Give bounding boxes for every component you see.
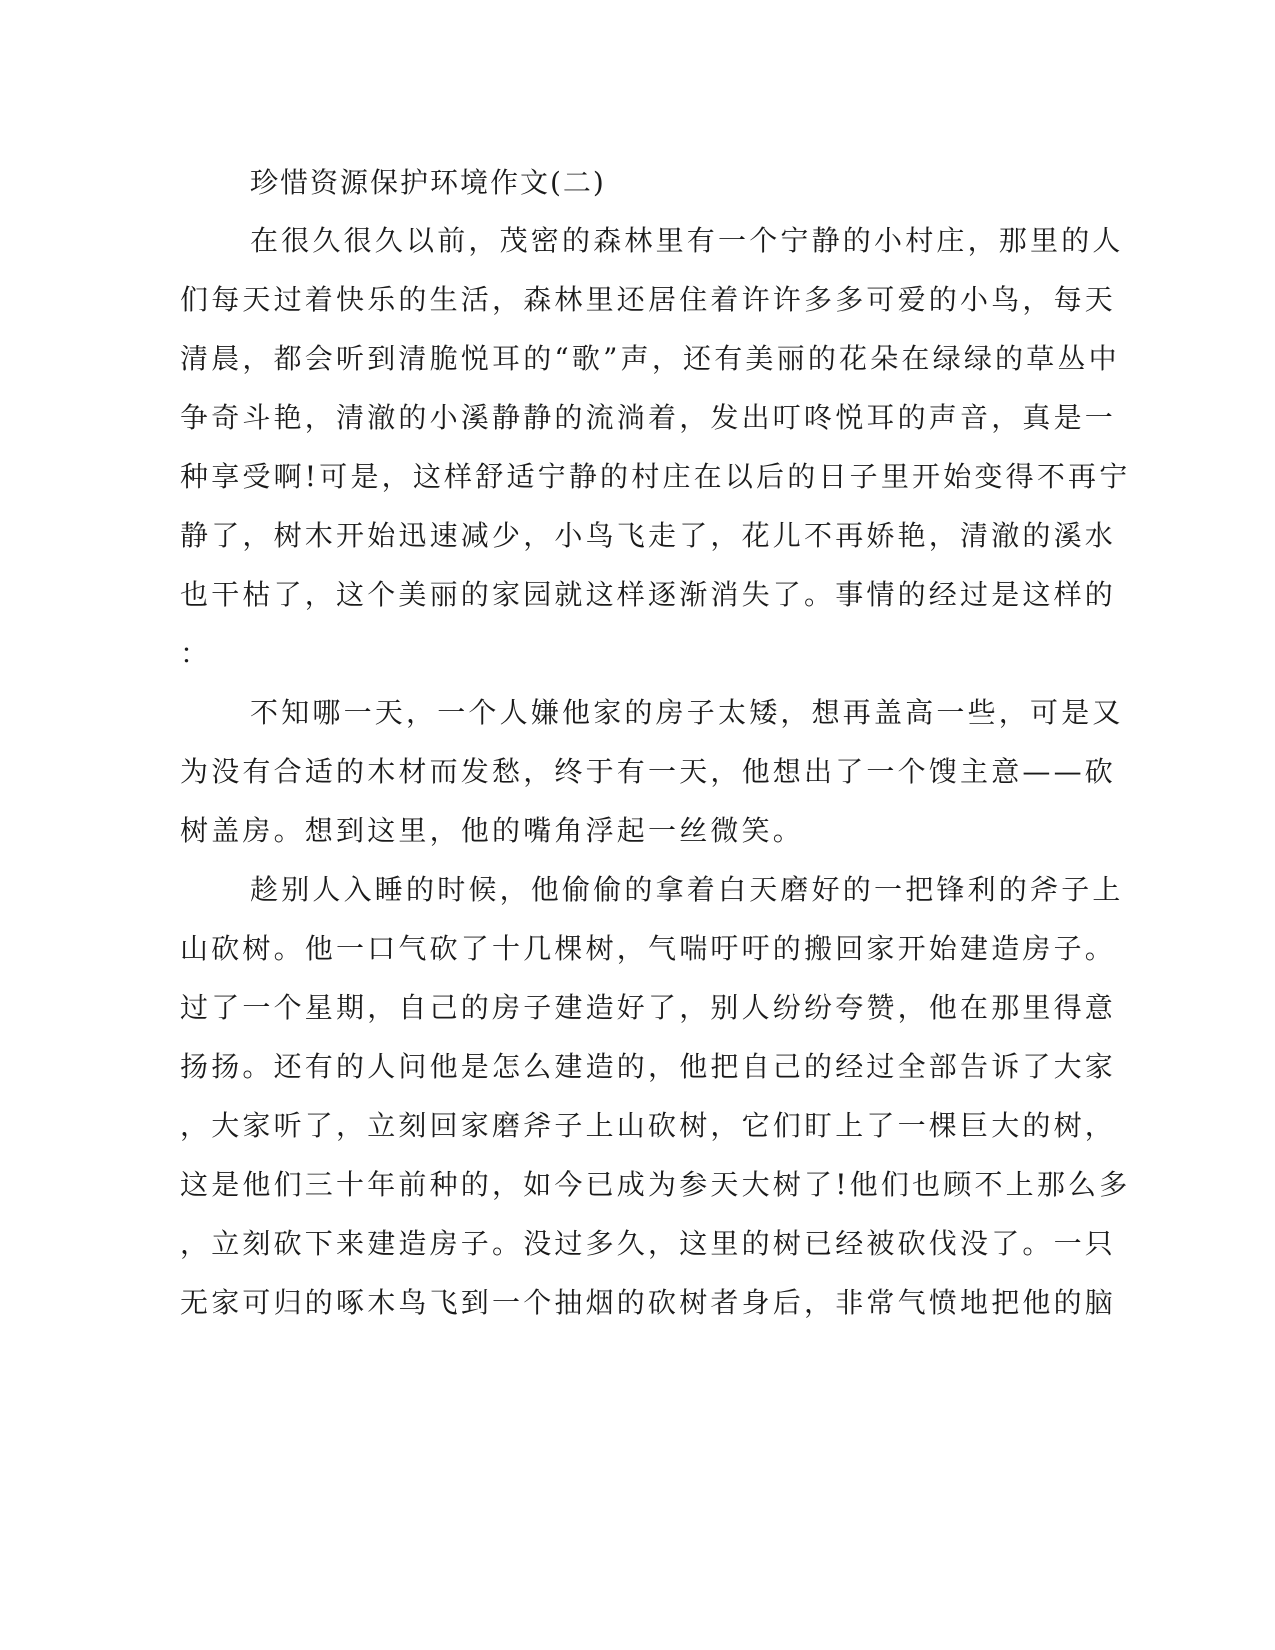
paragraph-1-line-2: 们每天过着快乐的生活，森林里还居住着许许多多可爱的小鸟，每天 bbox=[180, 283, 1117, 316]
paragraph-3-line-4: 扬扬。还有的人问他是怎么建造的，他把自己的经过全部告诉了大家 bbox=[180, 1050, 1117, 1083]
paragraph-1-line-3: 清晨，都会听到清脆悦耳的“歌”声，还有美丽的花朵在绿绿的草丛中 bbox=[180, 342, 1120, 375]
paragraph-1-line-5: 种享受啊!可是，这样舒适宁静的村庄在以后的日子里开始变得不再宁 bbox=[180, 460, 1131, 493]
paragraph-2-line-2: 为没有合适的木材而发愁，终于有一天，他想出了一个馊主意——砍 bbox=[180, 755, 1117, 788]
document-title: 珍惜资源保护环境作文(二) bbox=[250, 166, 606, 199]
paragraph-3-line-2: 山砍树。他一口气砍了十几棵树，气喘吁吁的搬回家开始建造房子。 bbox=[180, 932, 1117, 965]
paragraph-1-line-7: 也干枯了，这个美丽的家园就这样逐渐消失了。事情的经过是这样的 bbox=[180, 578, 1117, 611]
paragraph-3-line-7: ，立刻砍下来建造房子。没过多久，这里的树已经被砍伐没了。一只 bbox=[180, 1227, 1117, 1260]
paragraph-3-line-6: 这是他们三十年前种的，如今已成为参天大树了!他们也顾不上那么多 bbox=[180, 1168, 1131, 1201]
paragraph-2-line-3: 树盖房。想到这里，他的嘴角浮起一丝微笑。 bbox=[180, 814, 805, 847]
paragraph-3-line-1: 趁别人入睡的时候，他偷偷的拿着白天磨好的一把锋利的斧子上 bbox=[250, 873, 1124, 906]
paragraph-2-line-1: 不知哪一天，一个人嫌他家的房子太矮，想再盖高一些，可是又 bbox=[250, 696, 1124, 729]
paragraph-1-line-6: 静了，树木开始迅速减少，小鸟飞走了，花儿不再娇艳，清澈的溪水 bbox=[180, 519, 1117, 552]
paragraph-1-line-4: 争奇斗艳，清澈的小溪静静的流淌着，发出叮咚悦耳的声音，真是一 bbox=[180, 401, 1117, 434]
paragraph-3-line-8: 无家可归的啄木鸟飞到一个抽烟的砍树者身后，非常气愤地把他的脑 bbox=[180, 1286, 1117, 1319]
paragraph-3-line-5: ，大家听了，立刻回家磨斧子上山砍树，它们盯上了一棵巨大的树， bbox=[180, 1109, 1117, 1142]
paragraph-1-line-1: 在很久很久以前，茂密的森林里有一个宁静的小村庄，那里的人 bbox=[250, 224, 1124, 257]
paragraph-1-line-8: ： bbox=[180, 637, 212, 670]
paragraph-3-line-3: 过了一个星期，自己的房子建造好了，别人纷纷夸赞，他在那里得意 bbox=[180, 991, 1117, 1024]
